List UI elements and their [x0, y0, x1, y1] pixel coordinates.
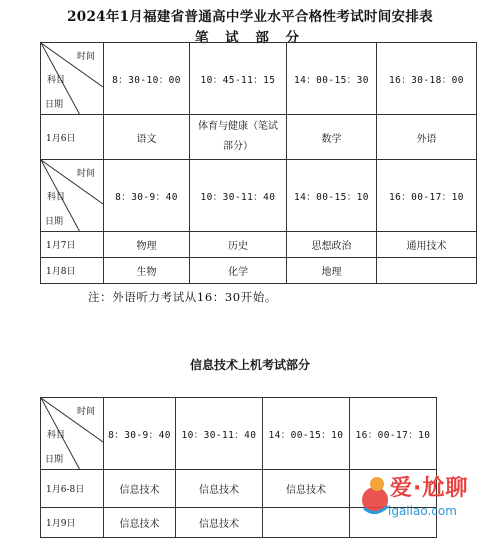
subject-cell: 物理	[104, 232, 190, 258]
written-section-heading: 笔 试 部 分	[194, 30, 306, 46]
time-slot: 8：30-9：40	[104, 398, 176, 470]
mascot-icon	[358, 474, 392, 516]
header-date-label: 日期	[45, 455, 64, 465]
time-slot: 10：30-11：40	[190, 160, 287, 232]
table-header-row	[41, 398, 437, 470]
table-row	[41, 115, 477, 160]
diagonal-header-cell	[41, 43, 104, 115]
subject-cell: 通用技术	[377, 232, 477, 258]
date-cell: 1月9日	[41, 508, 104, 538]
watermark-logo	[358, 470, 498, 528]
time-slot: 14：00-15：30	[287, 43, 377, 115]
date-cell: 1月6日	[41, 115, 104, 160]
header-subject-label: 科目	[47, 192, 66, 202]
time-slot: 16：00-17：10	[377, 160, 477, 232]
date-cell: 1月7日	[41, 232, 104, 258]
subject-cell	[377, 258, 477, 284]
subject-cell: 外语	[377, 115, 477, 160]
header-subject-label: 科目	[47, 430, 66, 440]
subject-cell: 化学	[190, 258, 287, 284]
subject-cell: 信息技术	[104, 508, 176, 538]
diagonal-header-cell	[41, 398, 104, 470]
date-cell: 1月8日	[41, 258, 104, 284]
document-title: 2024年1月福建省普通高中学业水平合格性考试时间安排表	[67, 9, 433, 25]
subject-cell	[263, 508, 350, 538]
table-header-row	[41, 43, 477, 115]
table-row	[41, 258, 477, 284]
subject-cell: 语文	[104, 115, 190, 160]
header-date-label: 日期	[45, 217, 64, 227]
watermark-url: igaliao.com	[388, 504, 457, 518]
table-row	[41, 232, 477, 258]
subject-cell: 体育与健康（笔试部分）	[190, 115, 287, 160]
diagonal-header-cell	[41, 160, 104, 232]
subject-cell: 信息技术	[263, 470, 350, 508]
subject-cell: 信息技术	[176, 470, 263, 508]
date-cell: 1月6-8日	[41, 470, 104, 508]
time-slot: 8：30-9：40	[104, 160, 190, 232]
subject-cell: 信息技术	[176, 508, 263, 538]
time-slot: 16：30-18：00	[377, 43, 477, 115]
header-time-label: 时间	[76, 407, 95, 417]
subject-cell: 思想政治	[287, 232, 377, 258]
header-time-label: 时间	[76, 52, 95, 62]
header-date-label: 日期	[45, 100, 64, 110]
time-slot: 10：30-11：40	[176, 398, 263, 470]
written-exam-table	[40, 42, 477, 284]
time-slot: 16：00-17：10	[350, 398, 437, 470]
listening-note: 注：外语听力考试从16：30开始。	[88, 290, 277, 304]
time-slot: 14：00-15：10	[287, 160, 377, 232]
subject-cell: 信息技术	[104, 470, 176, 508]
time-slot: 10：45-11：15	[190, 43, 287, 115]
watermark-brand: 爱·尬聊	[390, 476, 469, 501]
subject-cell: 地理	[287, 258, 377, 284]
header-subject-label: 科目	[47, 75, 66, 85]
subject-cell: 数学	[287, 115, 377, 160]
time-slot: 14：00-15：10	[263, 398, 350, 470]
header-time-label: 时间	[76, 169, 95, 179]
computer-section-heading: 信息技术上机考试部分	[189, 358, 310, 372]
time-slot: 8：30-10：00	[104, 43, 190, 115]
subject-cell: 历史	[190, 232, 287, 258]
table-header-row	[41, 160, 477, 232]
subject-cell: 生物	[104, 258, 190, 284]
